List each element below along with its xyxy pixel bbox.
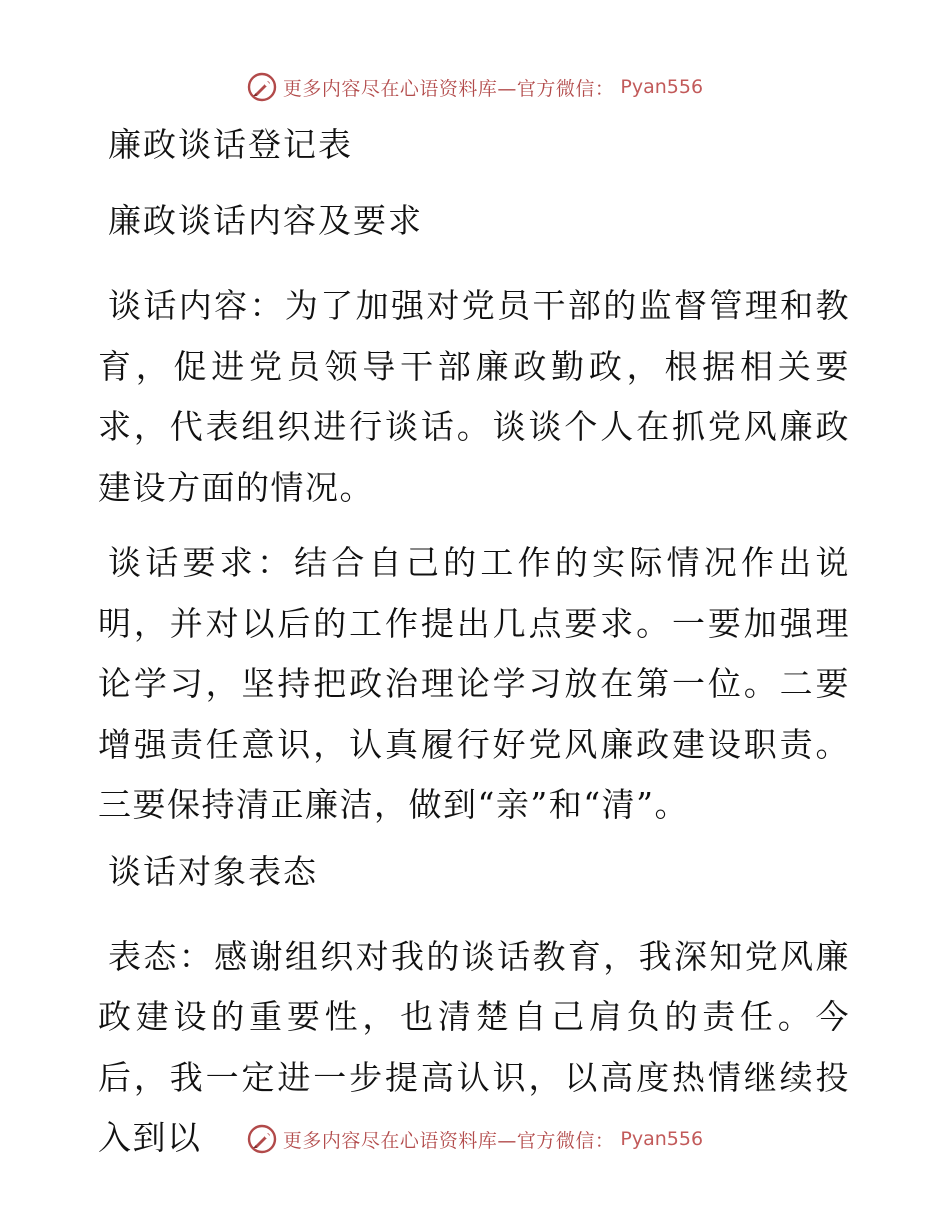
quill-logo-icon: [247, 1124, 277, 1154]
document-body: [98, 124, 850, 1184]
section-heading-content-requirements: 廉政谈话内容及要求: [108, 201, 423, 240]
paragraph-talk-requirements: 谈话要求：结合自己的工作的实际情况作出说明，并对以后的工作提出几点要求。一要加强理论学习，坚持把政治理论学习放在第一位。二要增强责任意识，认真履行好党风廉政建设职责。三要保持清正廉洁，做到“亲”和“清”。: [98, 543, 850, 824]
watermark-text: 更多内容尽在心语资料库—官方微信：: [282, 77, 615, 100]
document-title: 廉政谈话登记表: [108, 125, 353, 164]
watermark-wechat-id: Pyan556: [620, 76, 704, 98]
watermark-text: 更多内容尽在心语资料库—官方微信：: [282, 1129, 615, 1152]
paragraph-talk-content: 谈话内容：为了加强对党员干部的监督管理和教育，促进党员领导干部廉政勤政，根据相关要求，代表组织进行谈话。谈谈个人在抓党风廉政建设方面的情况。: [98, 286, 850, 507]
watermark-wechat-id: Pyan556: [620, 1128, 704, 1150]
quill-logo-icon: [247, 72, 277, 102]
watermark-footer: [0, 1124, 950, 1154]
section-heading-statement: 谈话对象表态: [108, 851, 318, 891]
paragraph-statement: 表态：感谢组织对我的谈话教育，我深知党风廉政建设的重要性，也清楚自己肩负的责任。今后，我一定进一步提高认识，以高度热情继续投入到以: [98, 936, 850, 1157]
watermark-header: [0, 72, 950, 102]
